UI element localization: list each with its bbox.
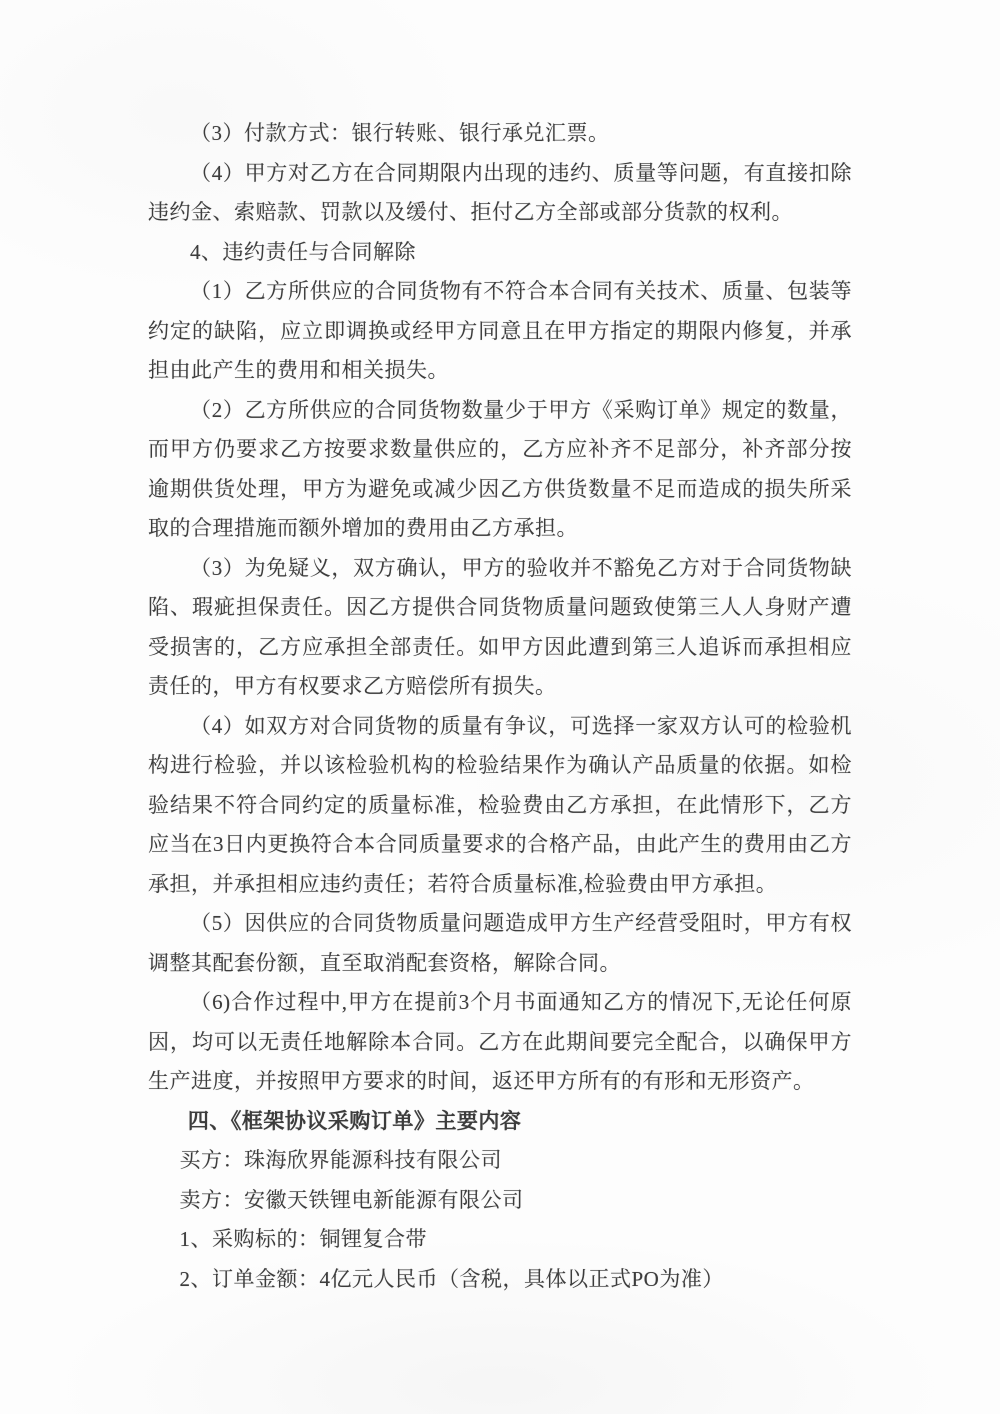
section-heading-purchase-order: 四、《框架协议采购订单》主要内容 (187, 1108, 522, 1133)
clause-production-impact: （5）因供应的合同货物质量问题造成甲方生产经营受阻时，甲方有权调整其配套份额，直至取消配套资格，解除合同。 (148, 911, 852, 975)
clause-quantity-shortage: （2）乙方所供应的合同货物数量少于甲方《采购订单》规定的数量，而甲方仍要求乙方按要求数量供应的，乙方应补齐不足部分，补齐部分按逾期供货处理，甲方为避免或减少因乙方供货数量不足而造成的损失所采取的合理措施而额外增加的费用由乙方承担。 (148, 397, 852, 540)
item-procurement-subject: 1、采购标的：铜锂复合带 (179, 1227, 427, 1251)
subheading-breach-liability: 4、违约责任与合同解除 (190, 239, 416, 264)
clause-deduction-right: （4）甲方对乙方在合同期限内出现的违约、质量等问题，有直接扣除违约金、索赔款、罚款以及缓付、拒付乙方全部或部分货款的权利。 (148, 160, 852, 224)
clause-defect-replacement: （1）乙方所供应的合同货物有不符合本合同有关技术、质量、包装等约定的缺陷，应立即调换或经甲方同意且在甲方指定的期限内修复，并承担由此产生的费用和相关损失。 (148, 279, 852, 382)
seller-line: 卖方：安徽天铁锂电新能源有限公司 (179, 1187, 524, 1212)
clause-payment-method: （3）付款方式：银行转账、银行承兑汇票。 (190, 121, 610, 145)
item-order-amount: 2、订单金额：4亿元人民币（含税，具体以正式PO为准） (179, 1266, 724, 1291)
clause-termination-notice: （6)合作过程中,甲方在提前3个月书面通知乙方的情况下,无论任何原因，均可以无责任地解除本合同。乙方在此期间要完全配合，以确保甲方生产进度，并按照甲方要求的时间，返还甲方所有的有形和无形资产。 (148, 990, 852, 1093)
clause-warranty-liability: （3）为免疑义，双方确认，甲方的验收并不豁免乙方对于合同货物缺陷、瑕疵担保责任。因乙方提供合同货物质量问题致使第三人人身财产遭受损害的，乙方应承担全部责任。如甲方因此遭到第三人追诉而承担相应责任的，甲方有权要求乙方赔偿所有损失。 (148, 555, 852, 698)
document-body (148, 114, 852, 1299)
clause-quality-dispute: （4）如双方对合同货物的质量有争议，可选择一家双方认可的检验机构进行检验，并以该检验机构的检验结果作为确认产品质量的依据。如检验结果不符合同约定的质量标准，检验费由乙方承担，在此情形下，乙方应当在3日内更换符合本合同质量要求的合格产品，由此产生的费用由乙方承担，并承担相应违约责任；若符合质量标准,检验费由甲方承担。 (148, 713, 852, 896)
buyer-line: 买方：珠海欣界能源科技有限公司 (179, 1148, 502, 1172)
